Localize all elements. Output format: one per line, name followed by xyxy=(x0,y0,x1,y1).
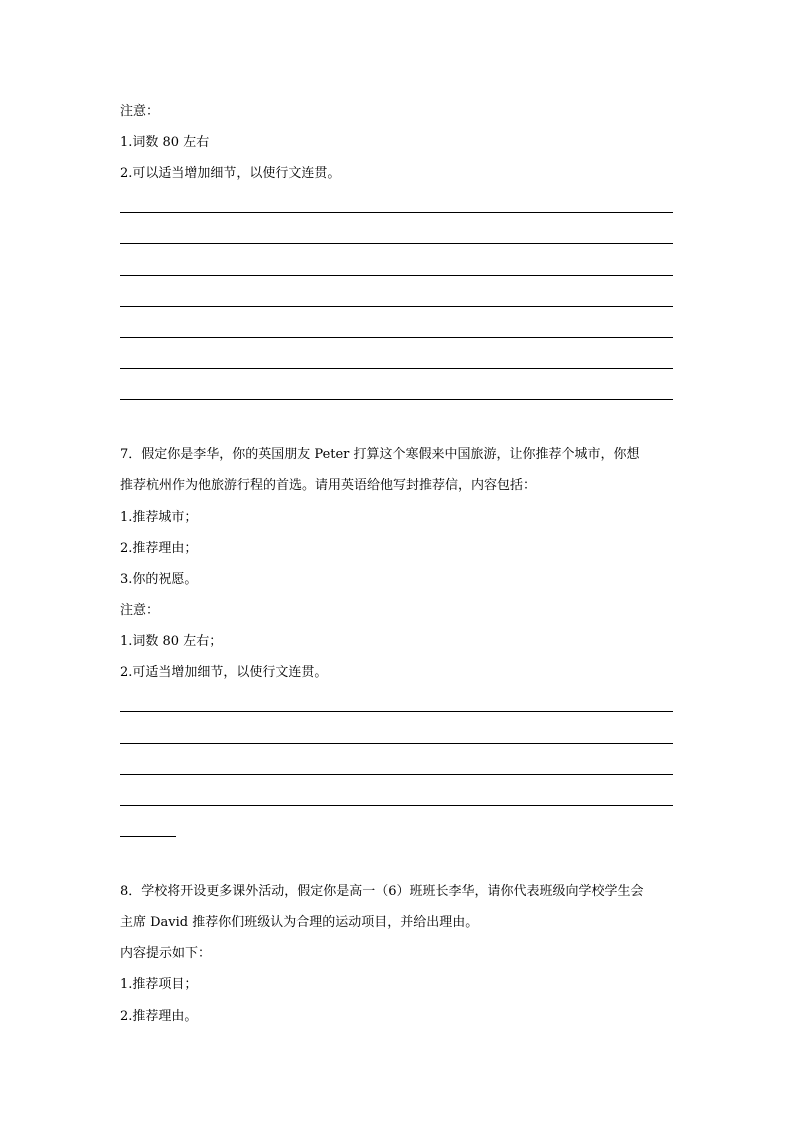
answer-line-short[interactable] xyxy=(120,836,176,837)
question-8-prompt: 主席 David 推荐你们班级认为合理的运动项目，并给出理由。 xyxy=(120,915,479,930)
note-item: 2.可适当增加细节，以使行文连贯。 xyxy=(120,665,328,680)
list-item: 2.推荐理由； xyxy=(120,541,198,556)
answer-line[interactable] xyxy=(120,711,673,712)
note-item: 2.可以适当增加细节，以使行文连贯。 xyxy=(120,166,341,181)
list-item: 1.推荐项目； xyxy=(120,977,198,992)
answer-line[interactable] xyxy=(120,368,673,369)
answer-line[interactable] xyxy=(120,243,673,244)
note-item: 1.词数 80 左右； xyxy=(120,634,223,649)
list-item: 3.你的祝愿。 xyxy=(120,572,198,587)
answer-line[interactable] xyxy=(120,774,673,775)
answer-line[interactable] xyxy=(120,805,673,806)
note-label: 注意： xyxy=(120,104,160,119)
list-item: 1.推荐城市； xyxy=(120,510,198,525)
answer-line[interactable] xyxy=(120,399,673,400)
answer-line[interactable] xyxy=(120,337,673,338)
note-item: 1.词数 80 左右 xyxy=(120,135,210,150)
question-8-prompt: 8．学校将开设更多课外活动，假定你是高一（6）班班长李华，请你代表班级向学校学生会 xyxy=(120,884,644,899)
list-item: 2.推荐理由。 xyxy=(120,1009,198,1024)
answer-line[interactable] xyxy=(120,212,673,213)
note-label: 注意： xyxy=(120,603,160,618)
answer-line[interactable] xyxy=(120,306,673,307)
answer-line[interactable] xyxy=(120,743,673,744)
question-7-prompt: 7．假定你是李华，你的英国朋友 Peter 打算这个寒假来中国旅游，让你推荐个城市，你想 xyxy=(120,447,640,462)
question-7-prompt: 推荐杭州作为他旅游行程的首选。请用英语给他写封推荐信，内容包括： xyxy=(120,478,537,493)
answer-line[interactable] xyxy=(120,275,673,276)
hint-label: 内容提示如下： xyxy=(120,946,212,961)
